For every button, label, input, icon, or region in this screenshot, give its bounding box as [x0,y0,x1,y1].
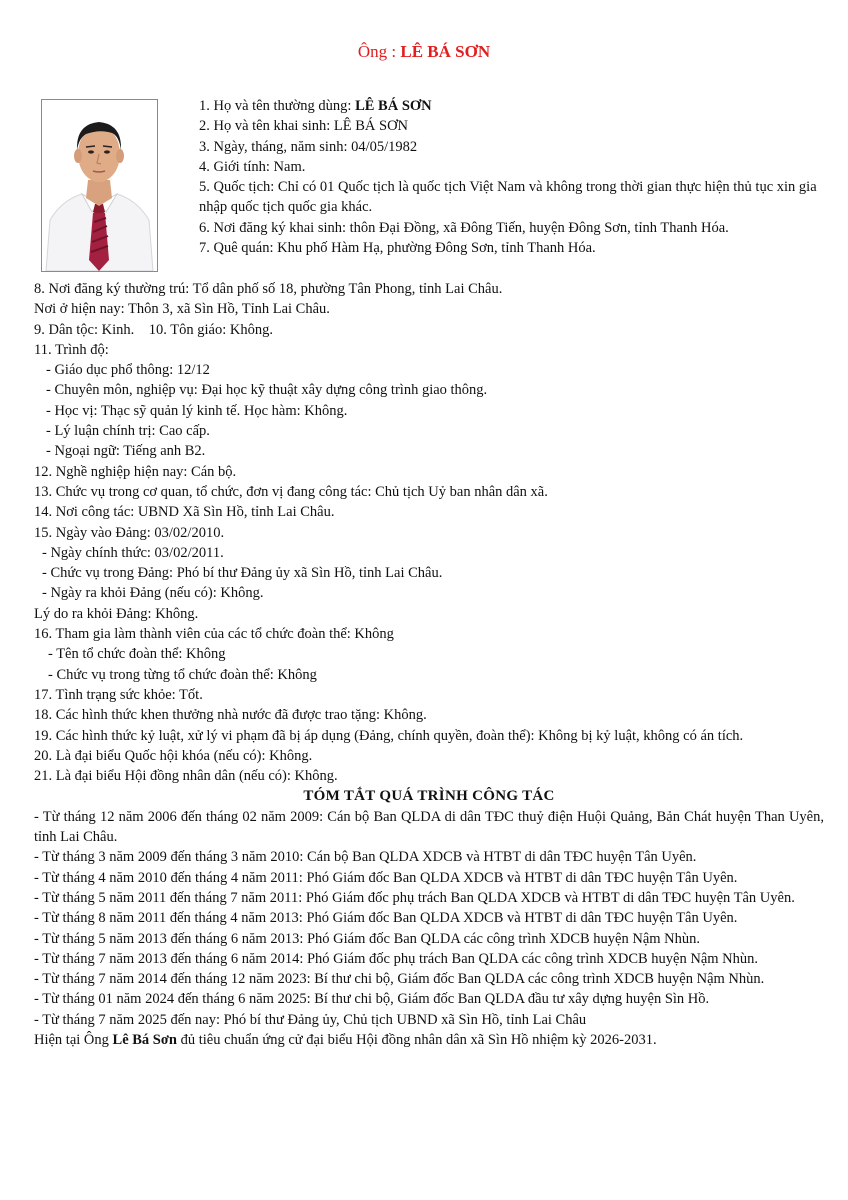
detail-line: 9. Dân tộc: Kinh. 10. Tôn giáo: Không. [34,321,273,338]
detail-line: 18. Các hình thức khen thưởng nhà nước đã được trao tặng: Không. [34,707,427,724]
detail-line: - Chức vụ trong từng tổ chức đoàn thể: Không [48,666,317,683]
detail-line: - Ngày chính thức: 03/02/2011. [42,544,224,561]
info-gender: 4. Giới tính: Nam. [199,158,306,175]
detail-line: Nơi ở hiện nay: Thôn 3, xã Sìn Hồ, Tỉnh Lai Châu. [34,301,330,318]
work-history-item: - Từ tháng 12 năm 2006 đến tháng 02 năm 2009: Cán bộ Ban QLDA di dân TĐC thuỷ điện Huội Quảng, Bản Chát huyện Than Uyên, tỉnh Lai Châu. [34,808,824,846]
portrait-image [42,100,157,271]
info-birth-date: 3. Ngày, tháng, năm sinh: 04/05/1982 [199,138,418,155]
work-history-title: TÓM TẮT QUÁ TRÌNH CÔNG TÁC [303,788,555,805]
page-title [0,41,848,63]
detail-line: 15. Ngày vào Đảng: 03/02/2010. [34,524,225,541]
portrait-photo [41,99,158,272]
detail-line: - Ngày ra khỏi Đảng (nếu có): Không. [42,585,264,602]
conclusion-text [34,1030,824,1050]
work-history-item: - Từ tháng 3 năm 2009 đến tháng 3 năm 2010: Cán bộ Ban QLDA XDCB và HTBT di dân TĐC huyện Tân Uyên. [34,849,697,866]
info-birth-name: 2. Họ và tên khai sinh: LÊ BÁ SƠN [199,118,409,135]
info-hometown: 7. Quê quán: Khu phố Hàm Hạ, phường Đông Sơn, tỉnh Thanh Hóa. [199,240,596,257]
detail-line: - Chức vụ trong Đảng: Phó bí thư Đảng ủy xã Sìn Hồ, tỉnh Lai Châu. [42,565,443,582]
detail-line: - Lý luận chính trị: Cao cấp. [46,423,210,440]
work-history-item: - Từ tháng 7 năm 2014 đến tháng 12 năm 2023: Bí thư chi bộ, Giám đốc Ban QLDA các công trình XDCB huyện Nậm Nhùn. [34,971,765,988]
info-nationality: 5. Quốc tịch: Chỉ có 01 Quốc tịch là quốc tịch Việt Nam và không trong thời gian thực hiện thủ tục xin gia nhập quốc tịch quốc gia khác. [199,179,817,216]
info-common-name [199,96,819,116]
detail-line: Lý do ra khỏi Đảng: Không. [34,605,199,622]
detail-line: - Tên tổ chức đoàn thể: Không [48,646,226,663]
detail-line: - Giáo dục phổ thông: 12/12 [46,362,210,379]
basic-info [199,96,819,258]
work-history-list [34,807,824,1030]
info-common-name-value: LÊ BÁ SƠN [355,98,432,114]
info-birth-registration: 6. Nơi đăng ký khai sinh: thôn Đại Đồng, xã Đông Tiến, huyện Đông Sơn, tỉnh Thanh Hóa. [199,219,729,236]
detail-line: - Học vị: Thạc sỹ quản lý kinh tế. Học hàm: Không. [46,402,348,419]
work-history-item: - Từ tháng 5 năm 2011 đến tháng 7 năm 2011: Phó Giám đốc phụ trách Ban QLDA XDCB và HTBT di dân TĐC huyện Tân Uyên. [34,889,795,906]
detail-line: 13. Chức vụ trong cơ quan, tổ chức, đơn vị đang công tác: Chủ tịch Uỷ ban nhân dân xã. [34,483,548,500]
detail-line: 12. Nghề nghiệp hiện nay: Cán bộ. [34,463,237,480]
detail-line: - Chuyên môn, nghiệp vụ: Đại học kỹ thuật xây dựng công trình giao thông. [46,382,488,399]
work-history-item: - Từ tháng 4 năm 2010 đến tháng 4 năm 2011: Phó Giám đốc Ban QLDA XDCB và HTBT di dân TĐC huyện Tân Uyên. [34,869,738,886]
title-name: LÊ BÁ SƠN [400,42,491,61]
detail-line: 19. Các hình thức kỷ luật, xử lý vi phạm đã bị áp dụng (Đảng, chính quyền, đoàn thể): Không bị kỷ luật, không có án tích. [34,727,744,744]
detail-section [34,279,824,1050]
work-history-item: - Từ tháng 5 năm 2013 đến tháng 6 năm 2013: Phó Giám đốc Ban QLDA các công trình XDCB huyện Nậm Nhùn. [34,930,701,947]
work-history-item: - Từ tháng 7 năm 2025 đến nay: Phó bí thư Đảng ủy, Chủ tịch UBND xã Sìn Hồ, tỉnh Lai Châu [34,1011,587,1028]
detail-line: 14. Nơi công tác: UBND Xã Sìn Hồ, tỉnh Lai Châu. [34,504,335,521]
detail-line: 21. Là đại biểu Hội đồng nhân dân (nếu có): Không. [34,768,338,785]
detail-line: 20. Là đại biểu Quốc hội khóa (nếu có): Không. [34,747,313,764]
detail-line: 16. Tham gia làm thành viên của các tổ chức đoàn thể: Không [34,626,394,643]
work-history-item: - Từ tháng 01 năm 2024 đến tháng 6 năm 2025: Bí thư chi bộ, Giám đốc Ban QLDA đầu tư xây dựng huyện Sìn Hồ. [34,991,710,1008]
info-common-name-label: 1. Họ và tên thường dùng: [199,98,356,114]
detail-line: 17. Tình trạng sức khỏe: Tốt. [34,686,203,703]
detail-line: - Ngoại ngữ: Tiếng anh B2. [46,443,206,460]
title-prefix: Ông : [357,42,401,61]
detail-line: 8. Nơi đăng ký thường trú: Tổ dân phố số 18, phường Tân Phong, tỉnh Lai Châu. [34,281,503,297]
conclusion-after: đủ tiêu chuẩn ứng cử đại biểu Hội đồng nhân dân xã Sìn Hồ nhiệm kỳ 2026-2031. [176,1031,657,1048]
work-history-item: - Từ tháng 7 năm 2013 đến tháng 6 năm 2014: Phó Giám đốc phụ trách Ban QLDA các công trình XDCB huyện Nậm Nhùn. [34,950,759,967]
conclusion-before: Hiện tại Ông [34,1031,113,1048]
conclusion-name: Lê Bá Sơn [112,1031,177,1048]
work-history-item: - Từ tháng 8 năm 2011 đến tháng 4 năm 2013: Phó Giám đốc Ban QLDA XDCB và HTBT di dân TĐC huyện Tân Uyên. [34,910,738,927]
detail-line: 11. Trình độ: [34,341,109,358]
